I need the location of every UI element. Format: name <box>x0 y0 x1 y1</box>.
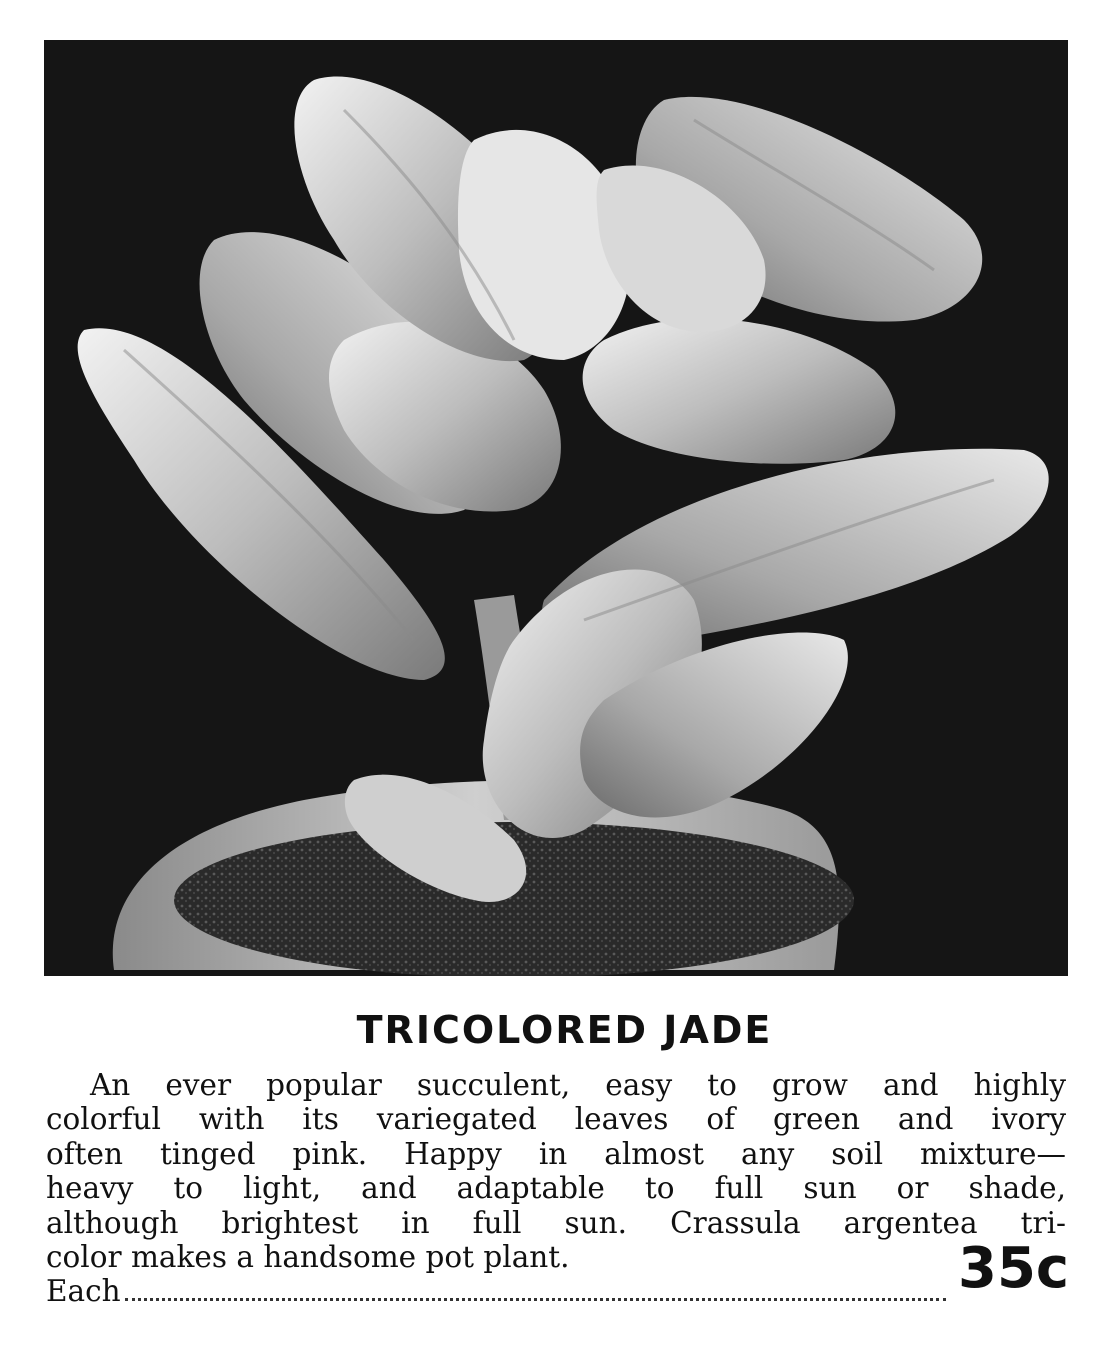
dot-leader <box>125 1274 946 1301</box>
description-line: color makes a handsome pot plant. <box>46 1239 570 1274</box>
product-description <box>46 1068 1066 1274</box>
price-value: 35c <box>958 1236 1070 1301</box>
price-row <box>46 1274 946 1310</box>
unit-label: Each <box>46 1274 121 1308</box>
description-line: An ever popular succulent, easy to grow and highly <box>90 1068 1066 1102</box>
product-title: TRICOLORED JADE <box>356 1008 773 1052</box>
description-line: colorful with its variegated leaves of green and ivory <box>46 1102 1066 1137</box>
description-line: heavy to light, and adaptable to full sun or shade, <box>46 1171 1066 1206</box>
description-line: often tinged pink. Happy in almost any soil mixture— <box>46 1136 1066 1171</box>
leaf-mid-right <box>583 319 896 464</box>
product-photo <box>44 40 1068 976</box>
description-line: although brightest in full sun. Crassula argentea tri- <box>46 1205 1066 1240</box>
